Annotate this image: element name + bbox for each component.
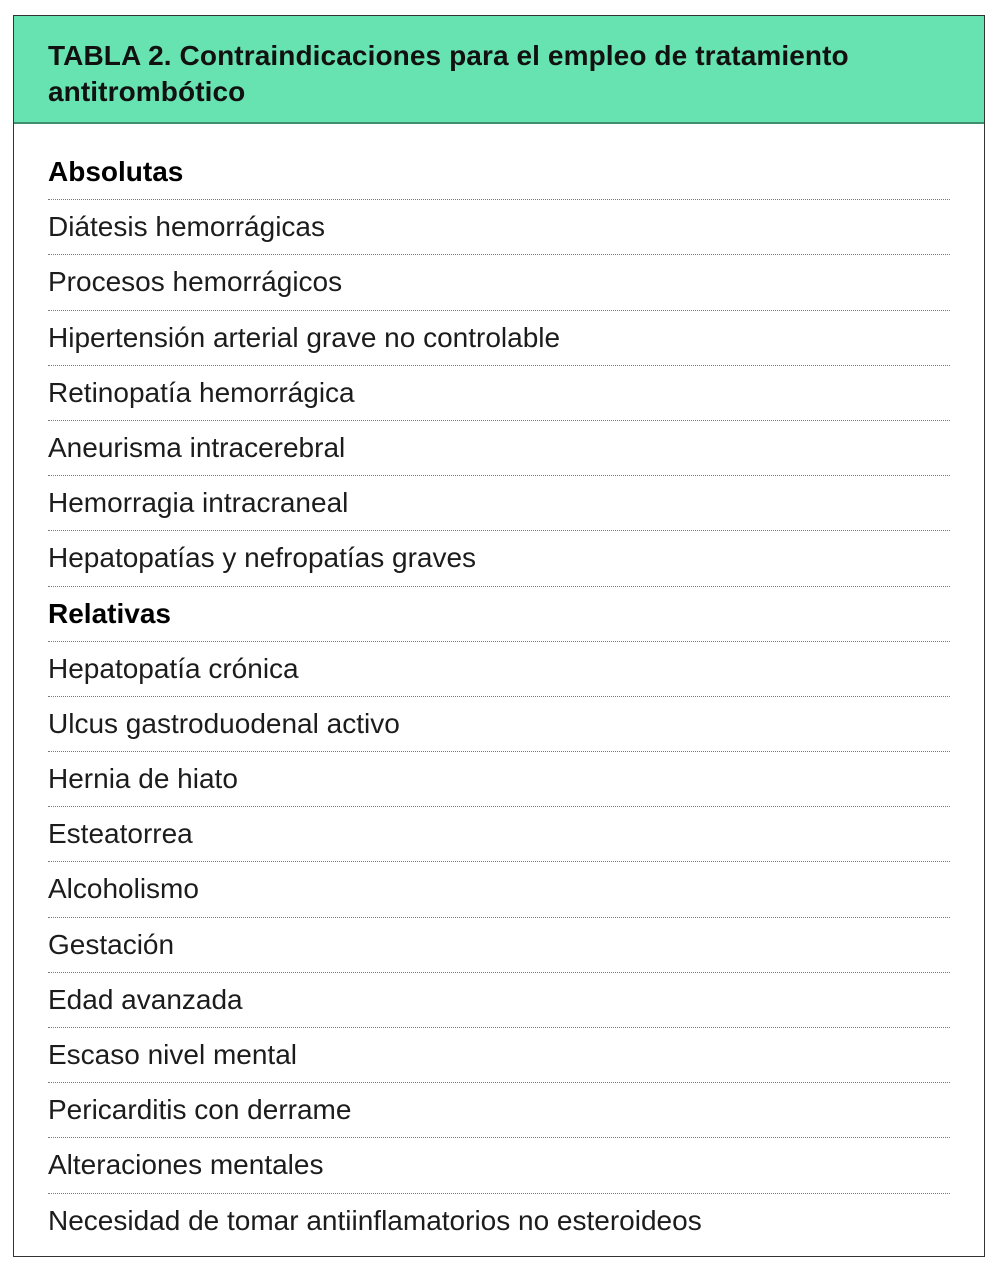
table-row: Hepatopatías y nefropatías graves bbox=[48, 531, 950, 586]
section-heading-relativas: Relativas bbox=[48, 587, 950, 642]
table-row: Hemorragia intracraneal bbox=[48, 476, 950, 531]
table-row: Edad avanzada bbox=[48, 973, 950, 1028]
table-row: Diátesis hemorrágicas bbox=[48, 200, 950, 255]
table-row: Alteraciones mentales bbox=[48, 1138, 950, 1193]
table-row: Gestación bbox=[48, 918, 950, 973]
table-row: Pericarditis con derrame bbox=[48, 1083, 950, 1138]
table-title: TABLA 2. Contraindicaciones para el empleo de tratamiento antitrombótico bbox=[48, 40, 849, 107]
table-row: Esteatorrea bbox=[48, 807, 950, 862]
table-row: Ulcus gastroduodenal activo bbox=[48, 697, 950, 752]
table-row: Escaso nivel mental bbox=[48, 1028, 950, 1083]
table-header bbox=[14, 16, 984, 124]
table-row: Aneurisma intracerebral bbox=[48, 421, 950, 476]
table-body bbox=[48, 145, 950, 1249]
table-row: Hepatopatía crónica bbox=[48, 642, 950, 697]
table-row: Necesidad de tomar antiinflamatorios no esteroideos bbox=[48, 1204, 702, 1236]
section-heading-absolutas: Absolutas bbox=[48, 145, 950, 200]
table-row: Hernia de hiato bbox=[48, 752, 950, 807]
table-row: Procesos hemorrágicos bbox=[48, 255, 950, 310]
table-row: Hipertensión arterial grave no controlable bbox=[48, 311, 950, 366]
contraindications-table bbox=[13, 15, 985, 1257]
table-row: Alcoholismo bbox=[48, 862, 950, 917]
table-row: Retinopatía hemorrágica bbox=[48, 366, 950, 421]
